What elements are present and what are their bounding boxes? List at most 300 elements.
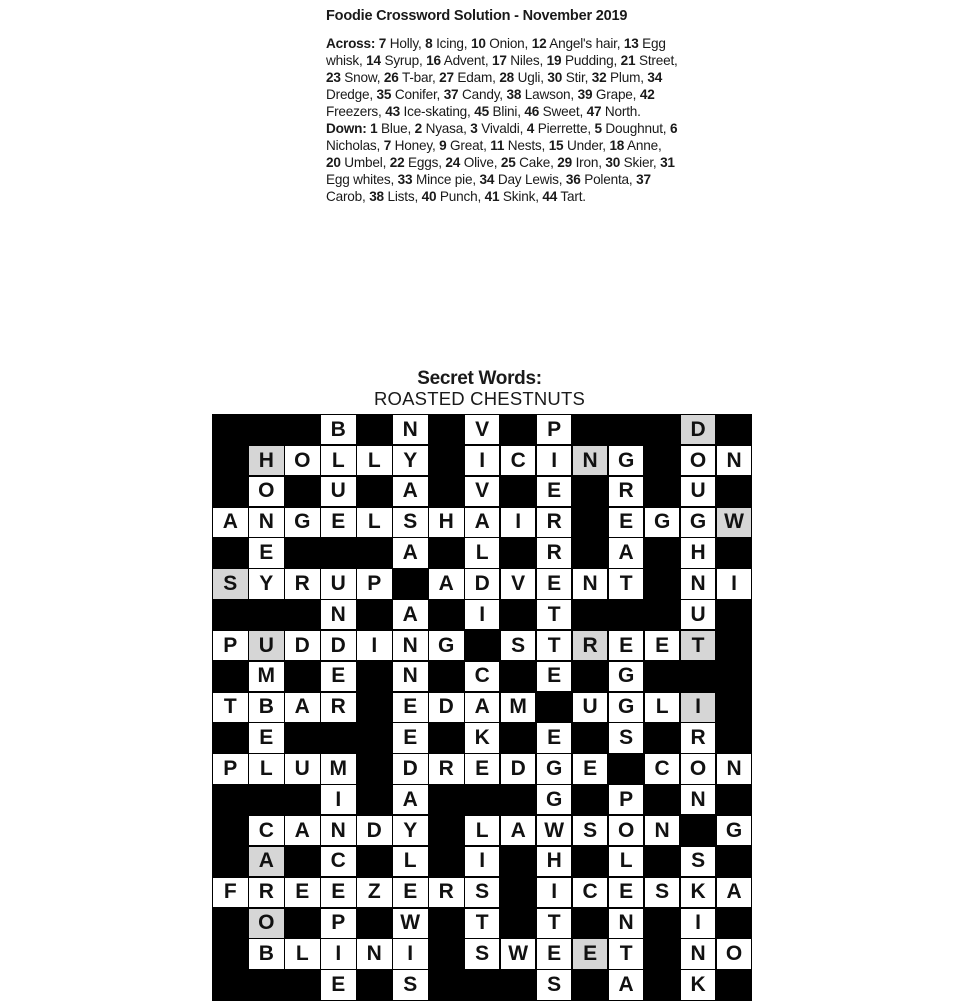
- grid-cell: K: [681, 878, 716, 907]
- clue-answer-across-19: Pudding: [561, 53, 614, 68]
- grid-cell: E: [249, 538, 284, 567]
- grid-block: [285, 662, 320, 691]
- grid-cell: N: [393, 662, 428, 691]
- grid-block: [501, 847, 536, 876]
- clue-answer-across-35: Conifer: [391, 87, 437, 102]
- grid-cell: E: [645, 631, 680, 660]
- grid-block: [213, 723, 248, 752]
- grid-block: [285, 723, 320, 752]
- grid-cell: A: [213, 508, 248, 537]
- clue-number-across-45: 45: [474, 104, 489, 119]
- grid-cell: C: [645, 754, 680, 783]
- clue-answer-across-12: Angel's hair: [546, 36, 617, 51]
- grid-block: [429, 785, 464, 814]
- grid-cell-secret: O: [249, 909, 284, 938]
- grid-block: [573, 600, 608, 629]
- grid-cell: E: [537, 723, 572, 752]
- grid-cell-secret: R: [573, 631, 608, 660]
- grid-cell: S: [645, 878, 680, 907]
- crossword-grid: [212, 414, 752, 1001]
- grid-block: [681, 816, 716, 845]
- clue-answer-down-40: Punch: [436, 189, 478, 204]
- grid-block: [501, 970, 536, 999]
- grid-cell: A: [285, 693, 320, 722]
- clue-number-down-11: 11: [490, 138, 505, 153]
- clue-answer-down-9: Great: [446, 138, 484, 153]
- grid-block: [717, 723, 752, 752]
- grid-cell: E: [321, 662, 356, 691]
- grid-cell: E: [537, 569, 572, 598]
- grid-cell: E: [285, 878, 320, 907]
- grid-block: [429, 477, 464, 506]
- grid-block: [429, 538, 464, 567]
- grid-cell: L: [321, 446, 356, 475]
- grid-cell: B: [249, 939, 284, 968]
- grid-cell: U: [321, 569, 356, 598]
- clue-number-across-14: 14: [366, 53, 381, 68]
- grid-block: [717, 662, 752, 691]
- grid-block: [645, 415, 680, 444]
- grid-cell: D: [501, 754, 536, 783]
- clue-number-across-8: 8: [425, 36, 433, 51]
- clue-answer-down-36: Polenta: [580, 172, 629, 187]
- grid-cell: C: [249, 816, 284, 845]
- grid-block: [321, 538, 356, 567]
- clue-answer-across-47: North: [601, 104, 638, 119]
- grid-block: [285, 909, 320, 938]
- grid-cell: S: [681, 847, 716, 876]
- clue-number-across-12: 12: [531, 36, 547, 51]
- grid-cell: E: [609, 508, 644, 537]
- grid-block: [717, 970, 752, 999]
- clue-answer-across-43: Ice-skating: [399, 104, 468, 119]
- grid-cell: A: [501, 816, 536, 845]
- grid-cell: I: [537, 878, 572, 907]
- grid-cell: T: [537, 600, 572, 629]
- grid-cell: N: [609, 909, 644, 938]
- grid-block: [249, 600, 284, 629]
- clue-number-across-35: 35: [376, 87, 392, 102]
- grid-cell: D: [321, 631, 356, 660]
- grid-cell: W: [501, 939, 536, 968]
- grid-block: [285, 538, 320, 567]
- grid-cell: A: [393, 600, 428, 629]
- grid-cell: T: [465, 909, 500, 938]
- clue-number-across-34: 34: [647, 70, 663, 85]
- clue-answer-across-8: Icing: [432, 36, 464, 51]
- grid-block: [357, 477, 392, 506]
- grid-block: [357, 600, 392, 629]
- grid-block: [465, 785, 500, 814]
- grid-cell: L: [609, 847, 644, 876]
- clue-answer-across-26: T-bar: [398, 70, 432, 85]
- clue-number-down-38: 38: [369, 189, 384, 204]
- clue-number-down-1: 1: [370, 121, 378, 136]
- secret-words-label: Secret Words:: [417, 368, 542, 389]
- clue-answer-down-4: Pierrette: [534, 121, 588, 136]
- grid-cell: T: [213, 693, 248, 722]
- grid-cell: A: [393, 477, 428, 506]
- grid-cell: I: [357, 631, 392, 660]
- grid-block: [285, 415, 320, 444]
- grid-cell-secret: D: [681, 415, 716, 444]
- solution-clues: Across: 7 Holly, 8 Icing, 10 Onion, 12 Angel's hair, 13 Egg whisk, 14 Syrup, 16 Advent, 17 Niles, 19 Pudding, 21 Street, 23 Snow, 26 T-bar, 27 Edam, 28 Ugli, 30 Stir, 32 Plum, 34 Dredge, 35 Conifer, 37 Candy, 38 Lawson, 39 Grape, 42 Freezers, 43 Ice-skating, 45 Blini, 46 Sweet, 47 North. Down: 1 Blue, 2 Nyasa, 3 Vivaldi, 4 Pierrette, 5 Doughnut, 6 Nicholas, 7 Honey, 9 Great, 11 Nests, 15 Under, 18 Anne, 20 Umbel, 22 Eggs, 24 Olive, 25 Cake, 29 Iron, 30 Skier, 31 Egg whites, 33 Mince pie, 34 Day Lewis, 36 Polenta, 37 Carob, 38 Lists, 40 Punch, 41 Skink, 44 Tart.: [326, 36, 678, 204]
- grid-block: [213, 446, 248, 475]
- clue-answer-across-46: Sweet: [539, 104, 580, 119]
- grid-block: [573, 970, 608, 999]
- grid-cell: A: [465, 693, 500, 722]
- grid-cell: L: [465, 816, 500, 845]
- grid-cell: N: [357, 939, 392, 968]
- grid-block: [429, 662, 464, 691]
- grid-block: [645, 662, 680, 691]
- grid-cell: A: [429, 569, 464, 598]
- grid-cell: T: [537, 631, 572, 660]
- grid-cell: N: [321, 600, 356, 629]
- grid-block: [681, 662, 716, 691]
- grid-cell: I: [393, 939, 428, 968]
- grid-cell: C: [321, 847, 356, 876]
- grid-block: [357, 847, 392, 876]
- grid-cell: A: [609, 970, 644, 999]
- grid-cell: K: [681, 970, 716, 999]
- clue-number-across-27: 27: [439, 70, 454, 85]
- clue-number-down-41: 41: [484, 189, 500, 204]
- grid-cell: F: [213, 878, 248, 907]
- grid-cell: R: [429, 754, 464, 783]
- grid-block: [573, 508, 608, 537]
- grid-cell: R: [537, 508, 572, 537]
- clue-number-down-25: 25: [500, 155, 516, 170]
- grid-block: [285, 785, 320, 814]
- grid-cell: D: [393, 754, 428, 783]
- grid-block: [537, 693, 572, 722]
- grid-cell: E: [573, 754, 608, 783]
- grid-cell: I: [321, 939, 356, 968]
- grid-cell: S: [465, 939, 500, 968]
- clue-number-down-29: 29: [557, 155, 572, 170]
- grid-cell: H: [429, 508, 464, 537]
- clue-number-across-39: 39: [577, 87, 593, 102]
- grid-cell: R: [429, 878, 464, 907]
- secret-words-value: ROASTED CHESTNUTS: [373, 388, 586, 409]
- grid-block: [249, 785, 284, 814]
- clue-answer-across-28: Ugli: [514, 70, 541, 85]
- grid-cell: E: [609, 631, 644, 660]
- clue-answer-down-33: Mince pie: [412, 172, 473, 187]
- clue-number-across-37: 37: [443, 87, 459, 102]
- grid-block: [213, 939, 248, 968]
- clue-number-down-30: 30: [605, 155, 621, 170]
- grid-cell: E: [537, 477, 572, 506]
- grid-block: [429, 909, 464, 938]
- clue-number-down-18: 18: [609, 138, 625, 153]
- clue-answer-across-10: Onion: [485, 36, 525, 51]
- grid-cell: B: [321, 415, 356, 444]
- clue-answer-down-24: Olive: [460, 155, 494, 170]
- grid-cell: N: [393, 631, 428, 660]
- grid-cell: Z: [357, 878, 392, 907]
- grid-block: [213, 970, 248, 999]
- grid-cell: D: [429, 693, 464, 722]
- grid-block: [645, 970, 680, 999]
- clue-number-across-26: 26: [383, 70, 399, 85]
- grid-block: [357, 415, 392, 444]
- grid-block: [465, 631, 500, 660]
- clue-answer-across-13: Egg whisk: [326, 36, 666, 68]
- grid-cell: M: [249, 662, 284, 691]
- grid-cell: T: [537, 909, 572, 938]
- clue-answer-down-37: Carob: [326, 189, 363, 204]
- grid-cell: Y: [393, 816, 428, 845]
- grid-cell: W: [393, 909, 428, 938]
- clue-number-down-15: 15: [548, 138, 564, 153]
- clue-answer-down-11: Nests: [504, 138, 542, 153]
- across-label: Across:: [326, 36, 376, 51]
- grid-cell: I: [465, 446, 500, 475]
- clue-answer-across-42: Freezers: [326, 104, 379, 119]
- clue-answer-down-5: Doughnut: [601, 121, 663, 136]
- clue-number-across-17: 17: [491, 53, 507, 68]
- clue-answer-down-3: Vivaldi: [477, 121, 520, 136]
- grid-cell: K: [465, 723, 500, 752]
- grid-block: [285, 847, 320, 876]
- grid-cell: T: [609, 939, 644, 968]
- grid-block: [213, 477, 248, 506]
- clue-answer-across-17: Niles: [506, 53, 540, 68]
- clue-answer-down-31: Egg whites: [326, 172, 391, 187]
- clue-answer-down-30: Skier: [620, 155, 653, 170]
- grid-cell: E: [249, 723, 284, 752]
- grid-cell: V: [465, 415, 500, 444]
- grid-block: [573, 909, 608, 938]
- grid-block: [429, 723, 464, 752]
- grid-block: [213, 816, 248, 845]
- grid-cell: P: [537, 415, 572, 444]
- grid-block: [213, 415, 248, 444]
- grid-block: [501, 477, 536, 506]
- grid-cell: H: [537, 847, 572, 876]
- grid-cell: R: [321, 693, 356, 722]
- clue-number-down-2: 2: [414, 121, 422, 136]
- grid-block: [249, 970, 284, 999]
- grid-cell: D: [357, 816, 392, 845]
- grid-cell: T: [609, 569, 644, 598]
- clue-number-down-24: 24: [445, 155, 461, 170]
- grid-cell: G: [429, 631, 464, 660]
- grid-cell-secret: W: [717, 508, 752, 537]
- grid-cell: I: [717, 569, 752, 598]
- clue-number-down-37: 37: [636, 172, 651, 187]
- grid-cell: N: [249, 508, 284, 537]
- grid-block: [213, 785, 248, 814]
- solution-panel: [326, 6, 678, 205]
- grid-cell: O: [681, 446, 716, 475]
- grid-cell: E: [537, 939, 572, 968]
- grid-block: [717, 538, 752, 567]
- clue-answer-across-45: Blini: [488, 104, 518, 119]
- grid-block: [393, 569, 428, 598]
- clue-answer-down-38: Lists: [383, 189, 415, 204]
- clue-answer-across-27: Edam: [453, 70, 493, 85]
- grid-cell: S: [609, 723, 644, 752]
- grid-cell: I: [537, 446, 572, 475]
- grid-block: [501, 600, 536, 629]
- grid-block: [213, 662, 248, 691]
- grid-cell: G: [609, 693, 644, 722]
- clue-answer-down-22: Eggs: [404, 155, 439, 170]
- clue-answer-down-44: Tart: [557, 189, 583, 204]
- grid-cell: L: [393, 847, 428, 876]
- clue-number-down-36: 36: [565, 172, 581, 187]
- grid-block: [501, 909, 536, 938]
- grid-cell: A: [393, 538, 428, 567]
- grid-block: [465, 970, 500, 999]
- grid-cell: U: [285, 754, 320, 783]
- clue-answer-down-1: Blue: [377, 121, 408, 136]
- grid-block: [357, 785, 392, 814]
- clue-answer-across-30: Stir: [562, 70, 585, 85]
- grid-block: [285, 970, 320, 999]
- grid-cell: G: [609, 662, 644, 691]
- clue-answer-down-34: Day Lewis: [494, 172, 559, 187]
- grid-cell: C: [465, 662, 500, 691]
- grid-cell: L: [249, 754, 284, 783]
- grid-cell: N: [717, 446, 752, 475]
- solution-title: Foodie Crossword Solution - November 2019: [326, 8, 628, 24]
- grid-block: [573, 538, 608, 567]
- grid-cell: W: [537, 816, 572, 845]
- grid-block: [429, 816, 464, 845]
- clue-answer-down-29: Iron: [572, 155, 599, 170]
- clue-number-down-9: 9: [439, 138, 447, 153]
- grid-cell: G: [537, 785, 572, 814]
- down-label: Down:: [326, 121, 367, 136]
- grid-cell: N: [681, 785, 716, 814]
- grid-cell: V: [465, 477, 500, 506]
- grid-block: [285, 600, 320, 629]
- grid-block: [573, 477, 608, 506]
- clue-number-across-42: 42: [639, 87, 655, 102]
- grid-cell: L: [465, 538, 500, 567]
- grid-cell: N: [645, 816, 680, 845]
- grid-cell: S: [393, 970, 428, 999]
- grid-cell: A: [609, 538, 644, 567]
- grid-cell-secret: H: [249, 446, 284, 475]
- grid-cell: D: [285, 631, 320, 660]
- clue-number-across-32: 32: [591, 70, 607, 85]
- grid-block: [573, 785, 608, 814]
- grid-cell: Y: [249, 569, 284, 598]
- grid-cell: E: [393, 878, 428, 907]
- grid-cell: L: [645, 693, 680, 722]
- clue-number-across-46: 46: [524, 104, 540, 119]
- grid-block: [501, 785, 536, 814]
- grid-cell: G: [717, 816, 752, 845]
- grid-cell: E: [321, 508, 356, 537]
- grid-block: [429, 415, 464, 444]
- grid-cell: O: [285, 446, 320, 475]
- grid-block: [285, 477, 320, 506]
- grid-cell: O: [717, 939, 752, 968]
- grid-cell: P: [321, 909, 356, 938]
- grid-cell: O: [609, 816, 644, 845]
- clue-number-across-7: 7: [378, 36, 387, 51]
- clue-answer-down-25: Cake: [515, 155, 551, 170]
- clue-number-down-31: 31: [660, 155, 675, 170]
- grid-cell: P: [609, 785, 644, 814]
- grid-block: [573, 662, 608, 691]
- grid-cell: R: [681, 723, 716, 752]
- grid-cell: L: [357, 446, 392, 475]
- grid-cell: R: [249, 878, 284, 907]
- grid-block: [717, 693, 752, 722]
- grid-cell: E: [393, 693, 428, 722]
- grid-cell: N: [321, 816, 356, 845]
- clue-answer-across-16: Advent: [440, 53, 485, 68]
- grid-cell: U: [573, 693, 608, 722]
- grid-block: [429, 970, 464, 999]
- grid-block: [573, 723, 608, 752]
- grid-block: [501, 538, 536, 567]
- grid-block: [717, 785, 752, 814]
- grid-block: [645, 538, 680, 567]
- grid-block: [429, 939, 464, 968]
- grid-cell: S: [573, 816, 608, 845]
- grid-block: [357, 754, 392, 783]
- clue-answer-down-15: Under: [563, 138, 603, 153]
- clue-number-across-16: 16: [426, 53, 441, 68]
- grid-cell: G: [609, 446, 644, 475]
- grid-block: [645, 939, 680, 968]
- grid-block: [645, 446, 680, 475]
- grid-cell: G: [681, 508, 716, 537]
- clue-answer-down-18: Anne: [624, 138, 658, 153]
- clue-answer-across-14: Syrup: [380, 53, 419, 68]
- grid-cell-secret: A: [249, 847, 284, 876]
- grid-block: [645, 600, 680, 629]
- grid-block: [213, 847, 248, 876]
- grid-cell: S: [393, 508, 428, 537]
- clue-answer-across-38: Lawson: [521, 87, 571, 102]
- grid-block: [501, 878, 536, 907]
- grid-block: [573, 847, 608, 876]
- grid-cell-secret: T: [681, 631, 716, 660]
- clue-number-across-43: 43: [385, 104, 400, 119]
- clue-number-down-3: 3: [470, 121, 478, 136]
- grid-block: [357, 538, 392, 567]
- clue-number-across-28: 28: [499, 70, 515, 85]
- grid-cell: P: [213, 754, 248, 783]
- grid-cell: G: [285, 508, 320, 537]
- grid-cell: D: [465, 569, 500, 598]
- grid-cell: R: [609, 477, 644, 506]
- grid-cell: H: [681, 538, 716, 567]
- secret-words: [212, 368, 747, 409]
- grid-cell: I: [465, 847, 500, 876]
- grid-cell-secret: I: [681, 693, 716, 722]
- clue-number-down-20: 20: [326, 155, 341, 170]
- grid-cell: U: [681, 477, 716, 506]
- clue-answer-across-23: Snow: [340, 70, 377, 85]
- grid-block: [645, 477, 680, 506]
- grid-cell: R: [285, 569, 320, 598]
- clue-answer-down-41: Skink: [499, 189, 536, 204]
- grid-cell: N: [393, 415, 428, 444]
- grid-cell: A: [465, 508, 500, 537]
- grid-cell: I: [501, 508, 536, 537]
- grid-block: [357, 662, 392, 691]
